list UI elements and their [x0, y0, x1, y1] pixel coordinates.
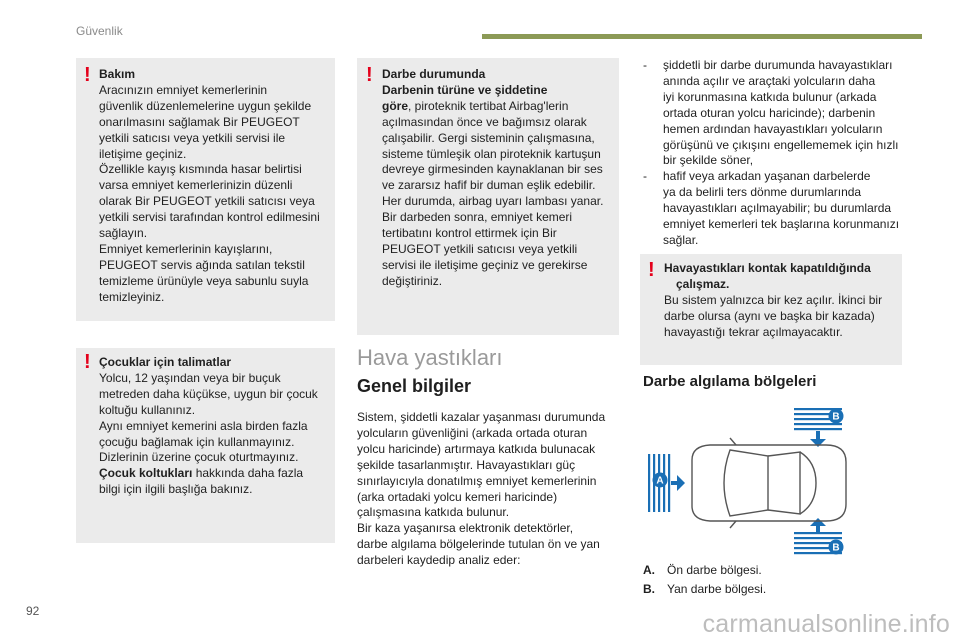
general-info-paragraph: Sistem, şiddetli kazalar yaşanması durumunda yolcuların güvenliğini (arkada ortada oturan yolcu haricinde) artırmaya katkıda bulunacak şekilde tasarlanmıştır. Havayastıkları güç sınırlayıcıyla donatılmış emniyet kemerlerinin (arka ortadaki yolcu kemeri haricinde) çalışmasına katkıda bulunur. Bir kaza yaşanırsa elektronik detektörler, darbe algılama bölgelerinde tutulan ön ve yan darbeleri kaydedip analiz eder: — [357, 410, 606, 568]
children-title: Çocuklar için talimatlar — [99, 355, 232, 369]
impact-text: Darbe durumunda Darbenin türüne ve şiddetine göre, piroteknik tertibat Airbag'lerin açılmasından önce ve bağımsız olarak çalışabilir. Gergi sisteminin çalışmasına, sisteme tümleşik olan piroteknik kartuşun devreye girmesinden kaynaklanan bir ses ve zararsız hafif bir duman eşlik edebilir. Her durumda, airbag uyarı lambası yanar. Bir darbeden sonra, emniyet kemeri tertibatını kontrol ettirmek için Bir PEUGEOT yetkili satıcısı veya yetkili servisi ile iletişime geçiniz ve gerekirse değiştiriniz. — [382, 67, 618, 290]
car-outline — [692, 438, 846, 528]
legend-a: A. Ön darbe bölgesi. — [643, 563, 762, 577]
maintenance-title: Bakım — [99, 67, 136, 81]
legend-b: B. Yan darbe bölgesi. — [643, 582, 767, 596]
marker-b-top — [829, 409, 844, 424]
detection-title: Darbe algılama bölgeleri — [643, 373, 817, 390]
car-diagram — [640, 400, 850, 560]
svg-text:B: B — [832, 411, 840, 423]
impact-bullets — [643, 58, 913, 249]
ignition-text: Havayastıkları kontak kapatıldığında çalışmaz. Bu sistem yalnızca bir kez açılır. İkinci bir darbe olursa (aynı ve başka bir kazada) havayastığı tekrar açılmayacaktır. — [664, 261, 883, 339]
page-number: 92 — [26, 604, 40, 618]
marker-a — [653, 473, 668, 488]
watermark: carmanualsonline.info — [702, 610, 950, 638]
children-text: Çocuklar için talimatlar Yolcu, 12 yaşından veya bir buçuk metreden daha küçükse, uygun bir çocuk koltuğu kullanınız. Aynı emniyet kemerini asla birden fazla çocuğu bağlamak için kullanmayınız. Dizlerinin üzerine çocuk oturtmayınız. Çocuk koltukları hakkında daha fazla bilgi için ilgili başlığa bakınız. — [99, 355, 334, 498]
svg-text:B: B — [832, 542, 840, 554]
list-item: - hafif veya arkadan yaşanan darbelerde ya da belirli ters dönme durumlarında havayastıkları açılmayabilir; bu durumlarda emniyet kemerleri tek başlarına korunmanızı sağlar. — [643, 169, 900, 247]
svg-text:A: A — [656, 475, 664, 487]
section-label: Güvenlik — [76, 24, 123, 38]
warning-icon: ! — [648, 259, 655, 281]
list-item: - şiddetli bir darbe durumunda havayastıkları anında açılır ve araçtaki yolcuların daha iyi korunmasına katkıda bulunur (arkada ortada oturan yolcu haricinde); darbenin hemen ardından havayastıkları yolcuların görüşünü ve çıkışını engellememek için hızlı bir şekilde söner, — [643, 58, 899, 168]
warning-icon: ! — [366, 64, 373, 86]
chapter-title: Hava yastıkları — [357, 345, 503, 370]
section-accent-bar — [482, 34, 922, 39]
warning-icon: ! — [84, 64, 91, 86]
warning-icon: ! — [84, 351, 91, 373]
section-title: Genel bilgiler — [357, 376, 472, 396]
maintenance-text: Bakım Aracınızın emniyet kemerlerinin güvenlik düzenlemelerine uygun şekilde onarılmasını sağlamak Bir PEUGEOT yetkili satıcısı veya yetkili servisi ile iletişime geçiniz. Özellikle kayış kısmında hasar belirtisi varsa emniyet kemerlerinizin düzenli olarak Bir PEUGEOT yetkili satıcısı veya yetkili servisi tarafından kontrol edilmesini sağlayın. Emniyet kemerlerinin kayışlarını, PEUGEOT servis ağında satılan tekstil temizleme ürünüyle veya sabunlu suyla temizleyiniz. — [99, 67, 334, 306]
impact-title: Darbe durumunda — [382, 67, 486, 81]
marker-b-bottom — [829, 540, 844, 555]
child-seats-ref[interactable]: Çocuk koltukları — [99, 466, 193, 481]
